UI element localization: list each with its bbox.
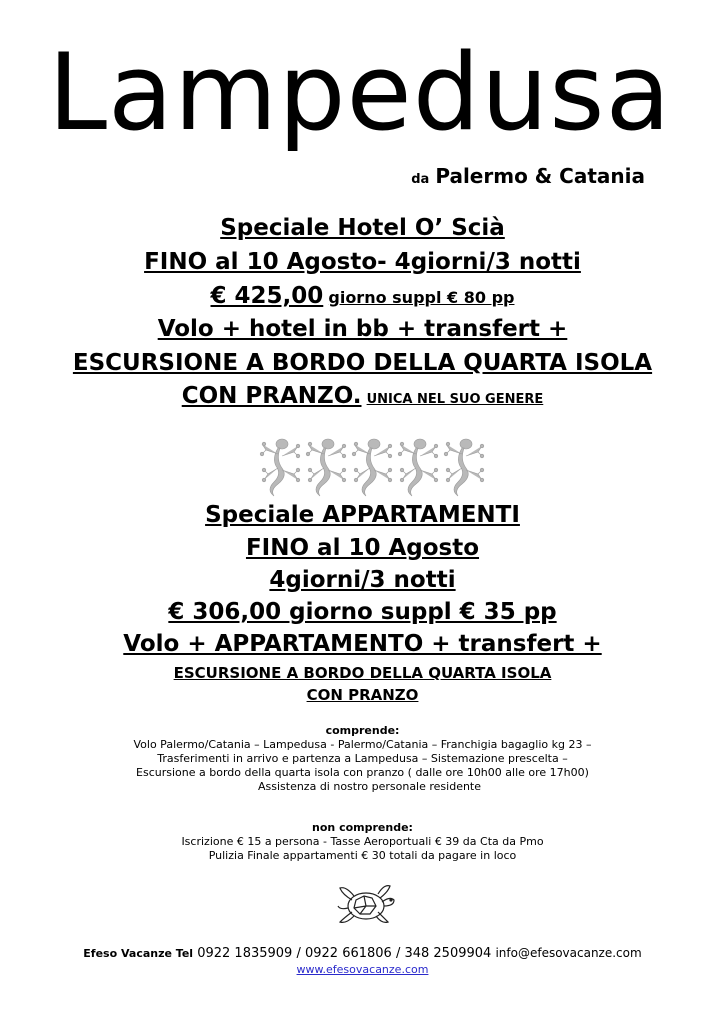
- apartment-period: FINO al 10 Agosto: [245, 535, 480, 561]
- lizard-icon: [444, 439, 484, 496]
- footer-contacts: [0, 946, 725, 961]
- excludes-line: Pulizia Finale appartamenti € 30 totali da pagare in loco: [208, 849, 517, 862]
- hotel-period: FINO al 10 Agosto- 4giorni/3 notti: [144, 249, 581, 275]
- apartment-duration: 4giorni/3 notti: [269, 567, 456, 593]
- includes-heading: comprende:: [325, 724, 400, 737]
- hotel-price: € 425,00: [210, 283, 324, 309]
- hotel-unique: UNICA NEL SUO GENERE: [366, 392, 544, 407]
- lizard-icon: [260, 439, 300, 496]
- hotel-package: Volo + hotel in bb + transfert +: [157, 316, 568, 342]
- apartment-excursion: ESCURSIONE A BORDO DELLA QUARTA ISOLA: [173, 664, 552, 682]
- footer-phones: 0922 1835909 / 0922 661806 / 348 2509904: [197, 946, 492, 961]
- hotel-lunch: CON PRANZO.: [181, 383, 362, 409]
- subtitle-origins: Palermo & Catania: [435, 164, 645, 188]
- includes-section: [0, 724, 725, 794]
- includes-line: Assistenza di nostro personale residente: [257, 780, 482, 793]
- includes-line: Escursione a bordo della quarta isola con pranzo ( dalle ore 10h00 alle ore 17h00): [136, 766, 589, 779]
- footer-email[interactable]: info@efesovacanze.com: [495, 946, 642, 960]
- subtitle-da: da: [411, 172, 430, 187]
- lizard-icon: [306, 439, 346, 496]
- subtitle: [411, 164, 645, 188]
- lizard-icon: [398, 439, 438, 496]
- excludes-heading: non comprende:: [312, 821, 413, 834]
- lizard-icon: [352, 439, 392, 496]
- excludes-line: Iscrizione € 15 a persona - Tasse Aeroportuali € 39 da Cta da Pmo: [181, 835, 544, 848]
- turtle-icon: [334, 878, 398, 930]
- hotel-price-line: [0, 283, 725, 309]
- apartment-lunch: CON PRANZO: [306, 686, 419, 704]
- apartment-package: Volo + APPARTAMENTO + transfert +: [123, 631, 602, 657]
- hotel-supplement: giorno suppl € 80 pp: [328, 288, 515, 307]
- apartment-price: € 306,00 giorno suppl € 35 pp: [168, 599, 557, 625]
- footer-website-link[interactable]: www.efesovacanze.com: [296, 963, 429, 976]
- apartment-heading: Speciale APPARTAMENTI: [205, 502, 520, 528]
- page-title: Lampedusa: [48, 31, 672, 154]
- lizards-decoration: [258, 432, 488, 500]
- footer-company: Efeso Vacanze Tel: [83, 947, 194, 960]
- hotel-excursion: ESCURSIONE A BORDO DELLA QUARTA ISOLA: [72, 350, 653, 376]
- includes-line: Trasferimenti in arrivo e partenza a Lampedusa – Sistemazione prescelta –: [157, 752, 568, 765]
- excludes-section: [0, 821, 725, 863]
- hotel-heading: Speciale Hotel O’ Scià: [220, 215, 505, 241]
- hotel-lunch-line: [0, 383, 725, 409]
- includes-line: Volo Palermo/Catania – Lampedusa - Palermo/Catania – Franchigia bagaglio kg 23 –: [133, 738, 592, 751]
